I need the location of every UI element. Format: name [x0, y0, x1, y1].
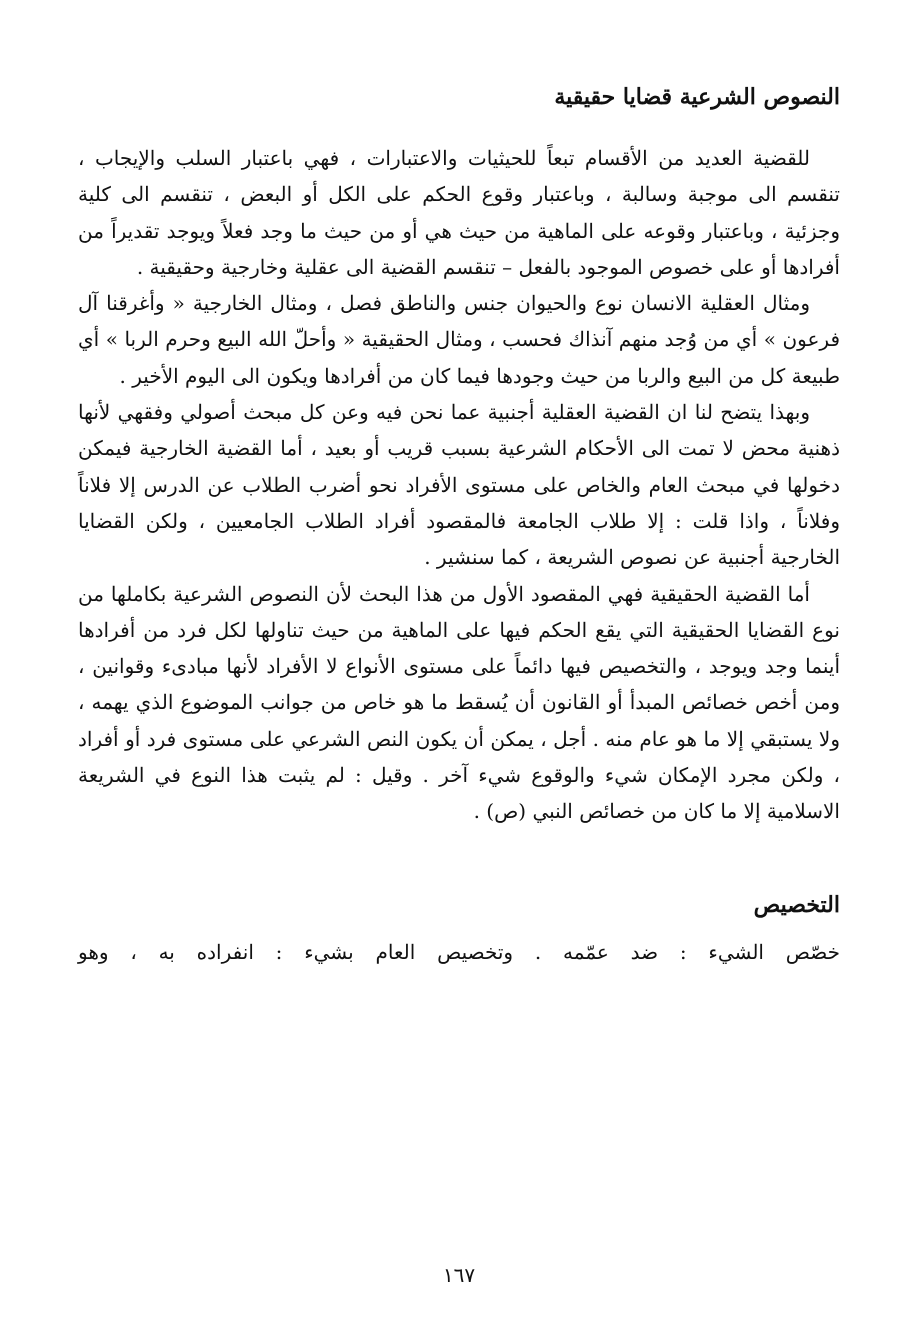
body-paragraph: أما القضية الحقيقية فهي المقصود الأول من هذا البحث لأن النصوص الشرعية بكاملها من نوع القضايا الحقيقية التي يقع الحكم فيها على الماهية من حيث تناولها لكل فرد من أفرادها أينما وجد ويوجد ، والتخصيص فيها دائماً على مستوى الأنواع لا الأفراد لأنها مبادىء وقوانين ، ومن أخص خصائص المبدأ أو القانون أن يُسقط ما هو خاص من جوانب الموضوع الذي يهمه ، ولا يستبقي إلا ما هو عام منه . أجل ، يمكن أن يكون النص الشرعي على مستوى فرد أو أفراد ، ولكن مجرد الإمكان شيء والوقوع شيء آخر . وقيل : لم يثبت هذا النوع في الشريعة الاسلامية إلا ما كان من خصائص النبي (ص) . [78, 581, 840, 824]
body-paragraph: وبهذا يتضح لنا ان القضية العقلية أجنبية عما نحن فيه وعن كل مبحث أصولي وفقهي لأنها ذهنية محض لا تمت الى الأحكام الشرعية بسبب قريب أو بعيد ، أما القضية الخارجية فيمكن دخولها في مبحث العام والخاص على مستوى الأفراد نحو أضرب الطلاب عن الدرس إلا فلاناً وفلاناً ، واذا قلت : إلا طلاب الجامعة فالمقصود أفراد الطلاب الجامعيين ، ولكن القضايا الخارجية أجنبية عن نصوص الشريعة ، كما سنشير . [78, 400, 840, 570]
body-paragraph: للقضية العديد من الأقسام تبعاً للحيثيات والاعتبارات ، فهي باعتبار السلب والإيجاب ، تنقسم الى موجبة وسالبة ، وباعتبار وقوع الحكم على الكل أو البعض ، تنقسم الى كلية وجزئية ، وباعتبار وقوعه على الماهية من حيث هي أو من حيث ما وجد فعلاً ويوجد تقديراً من أفرادها أو على خصوص الموجود بالفعل – تنقسم القضية الى عقلية وخارجية وحقيقية . [78, 146, 840, 279]
body-paragraph: ومثال العقلية الانسان نوع والحيوان جنس والناطق فصل ، ومثال الخارجية « وأغرقنا آل فرعون » أي من وُجد منهم آنذاك فحسب ، ومثال الحقيقية « وأحلّ الله البيع وحرم الربا » أي طبيعة كل من البيع والربا من حيث وجودها فيما كان من أفرادها ويكون الى اليوم الأخير . [78, 291, 840, 388]
section-title: النصوص الشرعية قضايا حقيقية [554, 84, 840, 110]
page-number: ١٦٧ [442, 1263, 476, 1287]
body-paragraph: خصّص الشيء : ضد عمّمه . وتخصيص العام بشيء : انفراده به ، وهو [78, 939, 840, 964]
document-page [78, 70, 840, 1310]
subheading-takhsis: التخصيص [753, 891, 840, 918]
